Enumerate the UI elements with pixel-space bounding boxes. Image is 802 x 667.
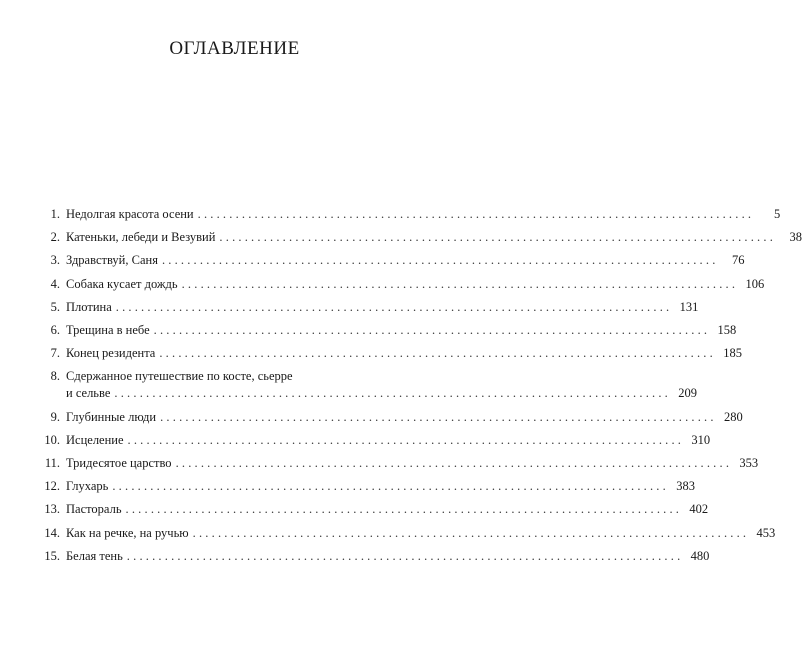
toc-entry-14 bbox=[35, 525, 776, 548]
dot-leader: ........................................................................................ bbox=[127, 432, 685, 447]
entry-number: 8. bbox=[50, 369, 60, 384]
dot-leader: ........................................................................................ bbox=[197, 207, 755, 221]
entry-number: 4. bbox=[50, 276, 60, 291]
entry-body bbox=[60, 299, 699, 316]
toc-entry-8 bbox=[35, 368, 697, 408]
entry-body bbox=[60, 322, 737, 339]
toc-entry-5 bbox=[35, 299, 699, 322]
toc-entry-6 bbox=[35, 322, 737, 345]
entry-title: Пастораль bbox=[66, 502, 122, 517]
entry-page-number: 209 bbox=[678, 386, 697, 401]
entry-page-number: 453 bbox=[756, 525, 776, 540]
dot-leader: ........................................................................................ bbox=[181, 276, 739, 291]
toc-entry-10 bbox=[35, 432, 711, 455]
toc-entry-13 bbox=[35, 501, 709, 524]
entry-title: Катеньки, лебеди и Везувий bbox=[66, 230, 216, 245]
dot-leader: ........................................................................................ bbox=[112, 479, 669, 494]
entry-number: 9. bbox=[50, 409, 60, 424]
entry-page-number: 402 bbox=[689, 502, 709, 517]
toc-entry-4 bbox=[35, 276, 765, 299]
entry-title: Глубинные люди bbox=[66, 409, 157, 424]
entry-title: Исцеление bbox=[66, 432, 124, 447]
entry-number: 5. bbox=[50, 299, 60, 314]
entry-body bbox=[60, 525, 776, 542]
entry-title: Глухарь bbox=[66, 479, 109, 494]
entry-body bbox=[60, 455, 759, 472]
entry-page-number: 131 bbox=[679, 299, 699, 314]
dot-leader: ........................................................................................ bbox=[125, 502, 683, 517]
page-title: ОГЛАВЛЕНИЕ bbox=[169, 38, 300, 59]
entry-line-1 bbox=[35, 368, 416, 385]
entry-page-number: 106 bbox=[745, 276, 765, 291]
entry-body bbox=[60, 409, 743, 426]
entry-page-number: 158 bbox=[717, 322, 737, 337]
entry-page-number: 76 bbox=[732, 253, 745, 268]
entry-body bbox=[60, 229, 802, 246]
entry-title: Собака кусает дождь bbox=[66, 276, 178, 291]
entry-body bbox=[60, 345, 742, 362]
dot-leader: ........................................................................................ bbox=[126, 548, 684, 563]
entry-number: 7. bbox=[50, 346, 60, 361]
toc-list bbox=[35, 206, 802, 571]
entry-page-number: 5 bbox=[773, 207, 781, 221]
entry-number: 10. bbox=[44, 432, 60, 447]
dot-leader: ........................................................................................ bbox=[159, 346, 716, 361]
dot-leader: ........................................................................................ bbox=[192, 525, 750, 540]
entry-body bbox=[60, 252, 745, 269]
toc-entry-9 bbox=[35, 409, 743, 432]
entry-title: Тридесятое царство bbox=[66, 456, 172, 471]
entry-number: 1. bbox=[50, 207, 60, 221]
entry-title: Здравствуй, Саня bbox=[66, 253, 158, 268]
toc-entry-15 bbox=[35, 548, 710, 571]
entry-number: 2. bbox=[50, 230, 60, 245]
entry-title: Конец резидента bbox=[66, 346, 156, 361]
toc-entry-1 bbox=[35, 206, 781, 229]
entry-title: Плотина bbox=[66, 299, 112, 314]
entry-body bbox=[60, 276, 765, 293]
dot-leader: ........................................................................................ bbox=[153, 322, 711, 337]
entry-page-number: 38 bbox=[789, 230, 802, 245]
entry-body bbox=[60, 432, 711, 449]
entry-page-number: 353 bbox=[739, 456, 759, 471]
entry-page-number: 383 bbox=[676, 479, 695, 494]
entry-title: Сдержанное путешествие по косте, сьерре bbox=[66, 369, 293, 384]
entry-page-number: 185 bbox=[723, 346, 742, 361]
dot-leader: ........................................................................................ bbox=[161, 253, 719, 268]
entry-number: 11. bbox=[44, 456, 60, 471]
entry-title: Белая тень bbox=[66, 548, 123, 563]
entry-number: 14. bbox=[44, 525, 60, 540]
entry-number: 15. bbox=[44, 548, 60, 563]
entry-number: 12. bbox=[44, 479, 60, 494]
entry-title: Трещина в небе bbox=[66, 322, 150, 337]
entry-number: 13. bbox=[44, 502, 60, 517]
entry-title-continued: и сельве bbox=[66, 386, 111, 401]
toc-entry-7 bbox=[35, 345, 742, 368]
entry-page-number: 310 bbox=[691, 432, 711, 447]
toc-entry-12 bbox=[35, 478, 695, 501]
dot-leader: ........................................................................................ bbox=[160, 409, 717, 424]
toc-entry-3 bbox=[35, 252, 745, 275]
entry-page-number: 280 bbox=[723, 409, 743, 424]
dot-leader: ........................................................................................ bbox=[175, 456, 733, 471]
entry-page-number: 480 bbox=[690, 548, 710, 563]
entry-number: 3. bbox=[50, 253, 60, 268]
entry-body bbox=[60, 548, 710, 565]
entry-title: Как на речке, на ручью bbox=[66, 525, 189, 540]
entry-body bbox=[60, 206, 781, 223]
entry-body bbox=[60, 368, 416, 385]
entry-title: Недолгая красота осени bbox=[66, 207, 194, 221]
dot-leader: ........................................................................................ bbox=[219, 230, 777, 245]
entry-number: 6. bbox=[50, 322, 60, 337]
entry-body bbox=[60, 478, 695, 495]
dot-leader: ........................................................................................ bbox=[114, 386, 671, 401]
toc-entry-11 bbox=[35, 455, 759, 478]
entry-body bbox=[60, 501, 709, 518]
toc-entry-2 bbox=[35, 229, 802, 252]
entry-line-2 bbox=[35, 385, 697, 402]
dot-leader: ........................................................................................ bbox=[115, 299, 673, 314]
